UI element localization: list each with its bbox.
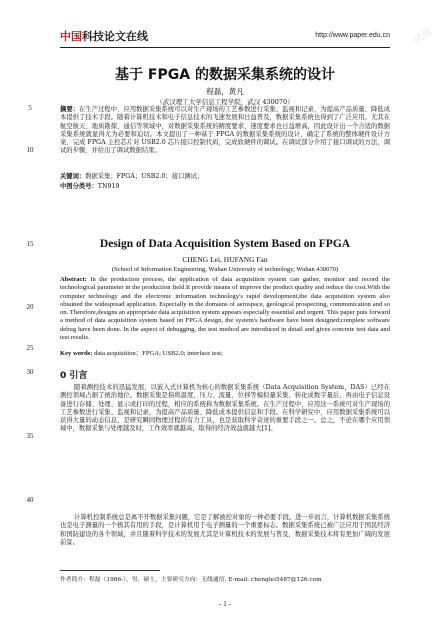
clc-text: TN919 — [97, 183, 120, 190]
keywords-en-text: data acquisition；FPGA; USB2.0; interface test; — [92, 350, 223, 357]
line-number: 15 — [26, 240, 34, 248]
site-header — [60, 28, 390, 46]
keywords-cn-text: 数据采集；FPGA；USB2.0；接口测试； — [85, 173, 204, 180]
footnote-rule — [60, 570, 160, 571]
abstract-en-text: In the production process, the application of data acquisition system can gather, monitor and record the technological parameter in the production field.It provide means of improve the product quality and reduce the cost.With the computer technology and the electronic information technology's rapid development,the data acquisition system also obtained the widespread application. Especially in the domains of aerospace, geological prospecting, communication and so on. Therefore,designs an appropriate data acquisition system appears especially essential and urgent. This paper puts forward a method of data acquisition system based on FPGA design, the system's hardware have been designed;complete software debug have been done. In the aspect of debugging, the test method are introduced in detail and gives concrete test data and test results. — [60, 276, 390, 342]
authors-en: CHENG Lei, HUFANG Fan — [182, 255, 268, 264]
affiliation-cn: （武汉理工大学信息工程学院，武汉 430070） — [156, 98, 294, 106]
paper-title-en: Design of Data Acquisition System Based on FPGA — [99, 238, 351, 250]
authors-cn: 程磊，黄凡 — [206, 87, 244, 96]
keywords-en-label: Key words: — [60, 350, 93, 357]
paper-title-cn: 基于 FPGA 的数据采集系统的设计 — [115, 67, 335, 83]
author-footnote: 作者简介：程磊（1986-），男，硕士，主要研究方向：无线通信. E-mail: chenglei5487@126.com — [60, 577, 322, 583]
clc-label: 中图分类号： — [60, 183, 98, 190]
site-logo[interactable] — [60, 28, 148, 44]
line-number: 5 — [28, 104, 32, 112]
abstract-cn-label: 摘要： — [60, 106, 80, 113]
header-rule — [60, 47, 390, 48]
keywords-cn-label: 关键词： — [60, 173, 86, 180]
abstract-cn-text: 在生产过程中，应用数据采集系统可以对生产现场的工艺参数进行采集、监视和记录，为提高产品质量、降低成本提供了技术手段。随着计算机技术和电子信息技术的飞速发展和日益普及，数据采集系统也得到了广泛应用。尤其在航空航天、地质勘探、通信等领域中，对数据采集系统的精度要求、速度要求也日益增高，因此设计出一个合适的数据采集系统就显得尤为必要和迫切。本文提出了一种基于 FPGA 的数据采集系统的设计，确定了系统的整体硬件设计方案，完成 FPGA 主控芯片对 USB2.0 芯片接口控制代码，完成软硬件的调试。在调试部分介绍了接口调试的方法，调试的步骤，并给出了调试数据结果。 — [60, 106, 391, 155]
line-number: 40 — [26, 496, 34, 504]
line-number: 25 — [26, 344, 34, 352]
section-heading-intro: 0 引言 — [60, 371, 88, 381]
line-number: 35 — [26, 432, 34, 440]
page-number: - 1 - — [219, 600, 231, 608]
keywords-cn — [60, 173, 390, 181]
abstract-cn — [60, 106, 390, 156]
intro-paragraph: 计算机控制系统总是离不开数据采集问题，它是了解被控对象的一种必要手段。进一步而言，计算机数据采集系统也是电子测量的一个极其有用的手段，是计算机用于电子测量的一个重要标志。数据采集系统已被广泛应用于国民经济和国防建设的各个领域，并且随着科学技术的发展尤其是计算机技术的发展与普及，数据采集技术将有更加广阔的发展前景。 — [60, 514, 390, 546]
logo-text-china: 中国 — [60, 30, 82, 43]
intro-paragraph: 随着测控技术的迅猛发展，以嵌入式计算机为核心的数据采集系统（Data Acquisition System，DAS）已经在测控领域占据了统治地位。数据采集是指将温度、压力、流量、位移等模拟量采集、转化成数字量后，再由电子信息设备进行存储、处理、显示或打印的过程，相应的系统称为数据采集系统。在生产过程中，应用这一系统可对生产现场的工艺参数进行采集、监视和记录，为提高产品质量、降低成本提供信息和手段。在科学研究中，应用数据采集系统可以获得大量的动态信息，是研究瞬间物理过程的有力工具，也是获取科学奇迹的重要手段之一。总之，不论在哪个应用领域中，数据采集与处理越及时，工作效率就越高，取得的经济效益就越大[1]。 — [60, 384, 390, 433]
line-number: 30 — [26, 368, 34, 376]
logo-text-sci-paper-online: 科技论文在线 — [82, 30, 148, 43]
watermark: 试读 — [411, 26, 435, 48]
site-url[interactable]: http://www.paper.edu.cn — [315, 32, 390, 39]
keywords-en — [60, 350, 390, 358]
abstract-en — [60, 276, 390, 342]
line-number: 20 — [26, 303, 34, 311]
affiliation-en: (School of Information Engineering, Wuhan University of technology, Wuhan 430070) — [111, 266, 339, 273]
line-number: 10 — [26, 146, 34, 154]
abstract-en-label: Abstract: — [60, 276, 87, 283]
clc-number — [60, 183, 390, 191]
